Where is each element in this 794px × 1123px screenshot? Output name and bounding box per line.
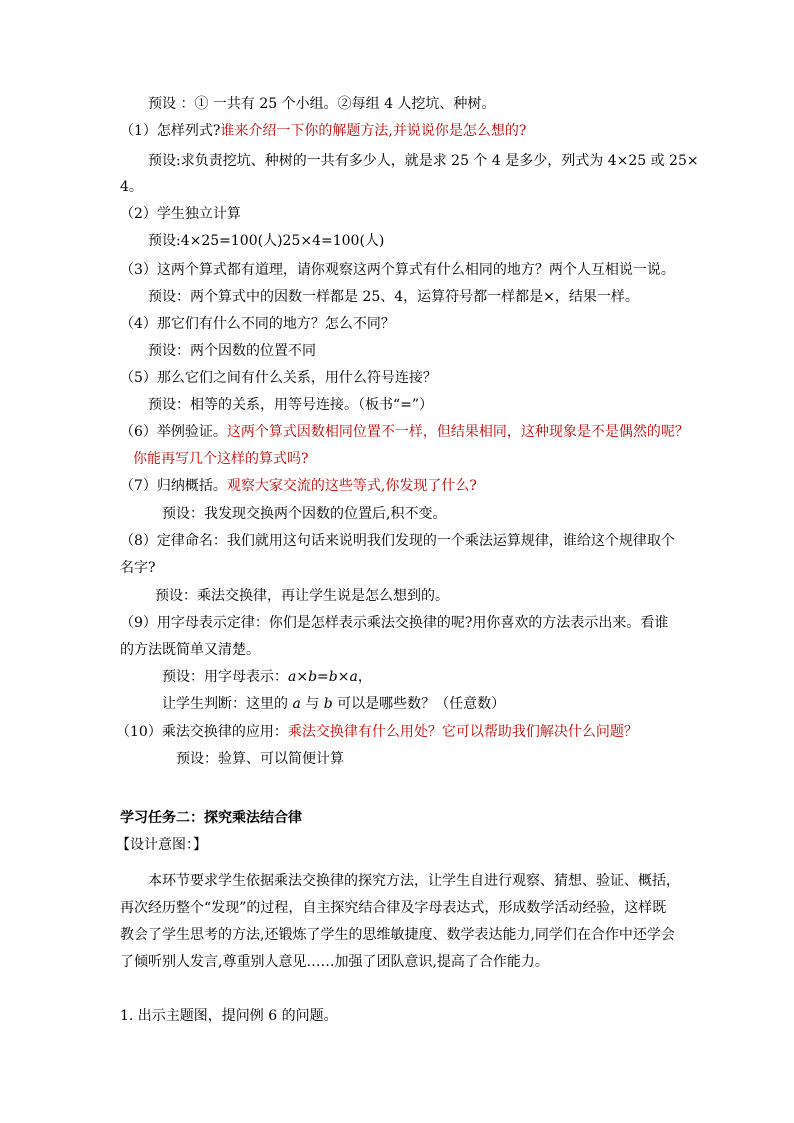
teacher-prompt: 这两个算式因数相同位置不一样，但结果相同，这种现象是不是偶然的呢？ (226, 424, 689, 440)
question-1 (120, 121, 680, 141)
preset-line: 预设：相等的关系，用等号连接。（板书“=”） (148, 397, 434, 413)
preset-line-cont: 4。 (120, 179, 143, 195)
design-intent-label: 【设计意图：】 (116, 837, 207, 853)
paragraph-line: 了倾听别人发言,尊重别人意见……加强了团队意识,提高了合作能力。 (120, 954, 549, 970)
section-heading: 学习任务二：探究乘法结合律 (120, 810, 302, 826)
teacher-prompt-cont: 你能再写几个这样的算式吗? (133, 451, 309, 467)
preset-line: 预设:求负责挖坑、种树的一共有多少人，就是求 25 个 4 是多少，列式为 4×25 或 25× (148, 153, 699, 169)
teacher-prompt: 乘法交换律有什么用处？它可以帮助我们解决什么问题？ (287, 724, 638, 740)
preset-line: 预设：两个因数的位置不同 (148, 343, 316, 359)
question-6 (120, 422, 689, 442)
preset-line: 预设：两个算式中的因数一样都是 25、4，运算符号都一样都是×，结果一样。 (148, 289, 639, 305)
judge-line: 让学生判断：这里的 a 与 b 可以是哪些数？（任意数） (162, 696, 506, 712)
question-5: （5）那么它们之间有什么关系，用什么符号连接？ (120, 370, 437, 386)
preset-line: 预设：验算、可以简便计算 (176, 751, 344, 767)
preset-line: 预设：乘法交换律，再让学生说是怎么想到的。 (155, 588, 449, 604)
question-10 (116, 722, 676, 742)
variable-a: a (292, 696, 301, 712)
variable-b: b (323, 696, 333, 712)
question-label: （7）归纳概括。 (120, 478, 227, 494)
paragraph-line: 再次经历整个“发现”的过程，自主探究结合律及字母表达式，形成数学活动经验，这样既 (120, 900, 667, 916)
question-7 (120, 476, 680, 496)
formula: a×b=b×a (288, 669, 358, 685)
paragraph-line: 本环节要求学生依据乘法交换律的探究方法，让学生自进行观察、猜想、验证、概括， (148, 873, 680, 889)
question-2: （2）学生独立计算 (120, 206, 241, 222)
question-8-cont: 名字? (120, 560, 156, 576)
preset-line: 预设:4×25=100(人)25×4=100(人) (148, 233, 385, 249)
question-9-cont: 的方法既简单又清楚。 (120, 642, 260, 658)
list-item: 1. 出示主题图，提问例 6 的问题。 (120, 1008, 338, 1024)
preset-line: 预设 ：① 一共有 25 个小组。②每组 4 人挖坑、种树。 (148, 96, 496, 112)
question-4: （4）那它们有什么不同的地方？怎么不同？ (120, 316, 395, 332)
preset-line: 预设：用字母表示：a×b=b×a， (162, 669, 372, 685)
preset-line: 预设：我发现交换两个因数的位置后,积不变。 (162, 506, 447, 522)
question-label: （6）举例验证。 (120, 424, 227, 440)
question-label: （10）乘法交换律的应用： (116, 724, 288, 740)
question-label: （1）怎样列式? (120, 123, 221, 139)
question-3: （3）这两个算式都有道理，请你观察这两个算式有什么相同的地方？两个人互相说一说。 (120, 262, 675, 278)
question-8: （8）定律命名：我们就用这句话来说明我们发现的一个乘法运算规律，谁给这个规律取个 (120, 533, 675, 549)
question-9: （9）用字母表示定律：你们是怎样表示乘法交换律的呢?用你喜欢的方法表示出来。看谁 (120, 615, 669, 631)
teacher-prompt: 谁来介绍一下你的解题方法,并说说你是怎么想的? (220, 123, 527, 139)
teacher-prompt: 观察大家交流的这些等式,你发现了什么? (226, 478, 477, 494)
paragraph-line: 教会了学生思考的方法,还锻炼了学生的思维敏捷度、数学表达能力,同学们在合作中还学会 (120, 927, 675, 943)
